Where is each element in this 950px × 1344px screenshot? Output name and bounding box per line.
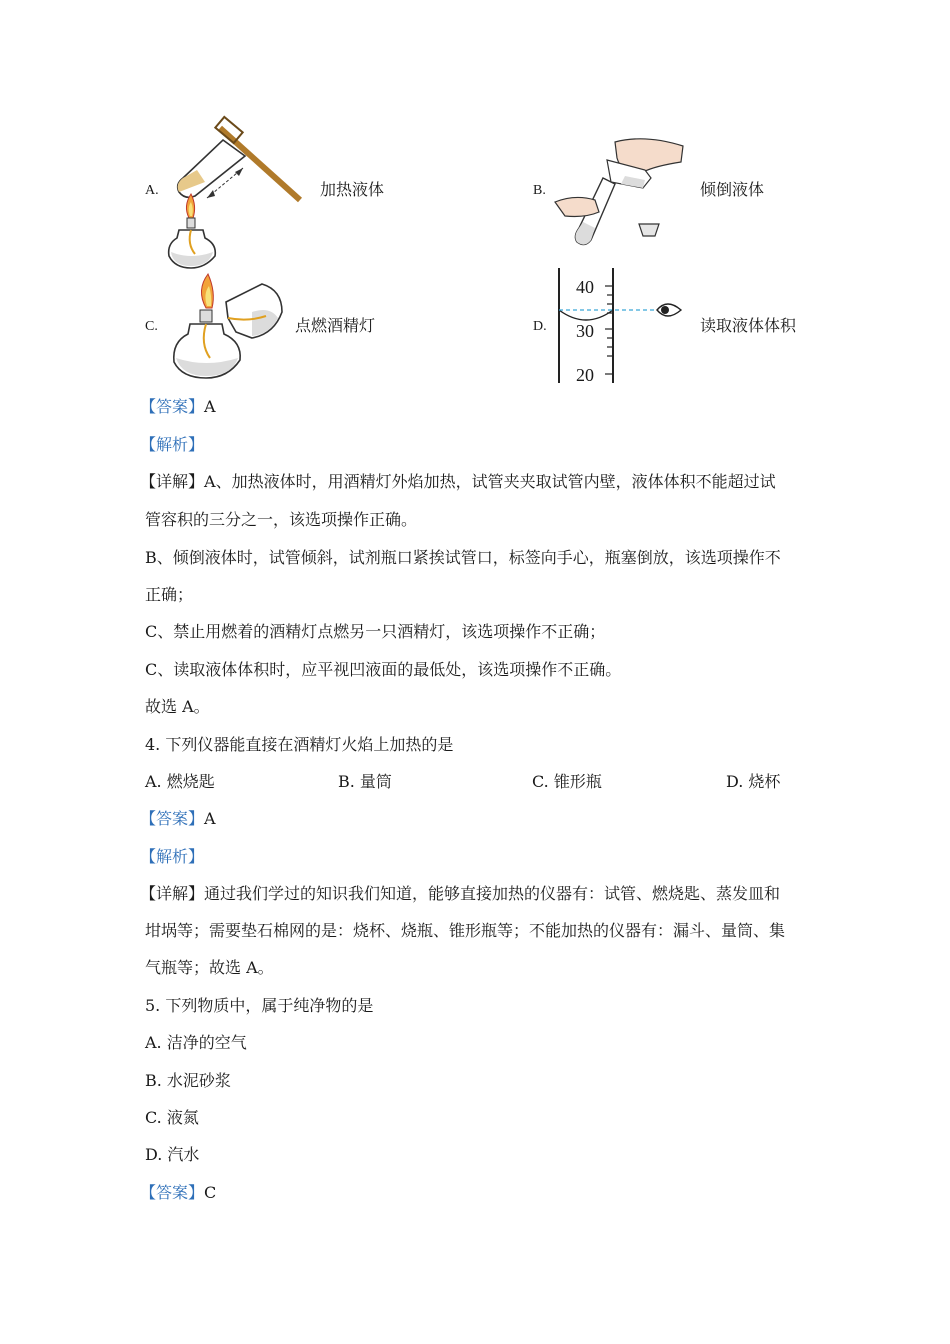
option-b-letter: B. — [533, 183, 546, 198]
q3-detail-line-6: C、读取液体体积时，应平视凹液面的最低处，该选项操作不正确。 — [145, 660, 622, 679]
option-c-caption: 点燃酒精灯 — [295, 316, 376, 335]
cylinder-tick-20: 20 — [576, 365, 594, 385]
cylinder-tick-40: 40 — [576, 277, 594, 297]
option-d-letter: D. — [533, 319, 547, 334]
answer-value: A — [204, 809, 216, 828]
detail-tag: 【详解】 — [140, 472, 205, 491]
q4-option-b: B. 量筒 — [338, 772, 392, 791]
option-b-caption: 倾倒液体 — [700, 180, 765, 199]
option-c-letter: C. — [145, 319, 158, 334]
option-a-caption: 加热液体 — [320, 180, 385, 199]
q4-answer-line — [140, 809, 216, 829]
q5-option-d: D. 汽水 — [145, 1145, 200, 1164]
cylinder-tick-30: 30 — [576, 321, 594, 341]
answer-tag: 【答案】 — [140, 397, 205, 416]
q4-detail-line-1 — [140, 884, 780, 904]
answer-value: A — [204, 397, 216, 416]
q3-analysis-tag: 【解析】 — [140, 435, 205, 454]
q4-option-c: C. 锥形瓶 — [532, 772, 602, 791]
q3-detail-line-2: 管容积的三分之一，该选项操作正确。 — [145, 510, 418, 529]
q3-detail-line-1 — [140, 472, 776, 492]
q5-answer-line — [140, 1183, 216, 1203]
cylinder-diagram — [555, 268, 685, 388]
q4-analysis-tag: 【解析】 — [140, 847, 205, 866]
q3-answer-line — [140, 397, 216, 417]
pouring-liquid-diagram — [555, 132, 690, 247]
lighting-lamp-diagram — [170, 272, 285, 380]
q3-detail-line-3: B、倾倒液体时，试管倾斜，试剂瓶口紧挨试管口，标签向手心，瓶塞倒放，该选项操作不 — [145, 548, 781, 567]
q5-option-b: B. 水泥砂浆 — [145, 1071, 231, 1090]
q3-detail-line-5: C、禁止用燃着的酒精灯点燃另一只酒精灯，该选项操作不正确； — [145, 622, 606, 641]
answer-tag: 【答案】 — [140, 1183, 205, 1202]
q3-detail-line-7: 故选 A。 — [145, 697, 210, 716]
q4-detail-line-3: 气瓶等；故选 A。 — [145, 958, 274, 977]
detail-tag: 【详解】 — [140, 884, 205, 903]
q5-option-c: C. 液氮 — [145, 1108, 199, 1127]
q4-detail-line-2: 坩埚等；需要垫石棉网的是：烧杯、烧瓶、锥形瓶等；不能加热的仪器有：漏斗、量筒、集 — [145, 921, 786, 940]
heating-liquid-diagram — [165, 118, 305, 268]
answer-tag: 【答案】 — [140, 809, 205, 828]
q5-stem: 5. 下列物质中，属于纯净物的是 — [145, 996, 374, 1015]
q4-option-d: D. 烧杯 — [726, 772, 781, 791]
q5-option-a: A. 洁净的空气 — [145, 1033, 247, 1052]
q4-option-a: A. 燃烧匙 — [145, 772, 215, 791]
option-d-caption: 读取液体体积 — [700, 316, 797, 335]
option-a-letter: A. — [145, 183, 159, 198]
detail-text: 通过我们学过的知识我们知道，能够直接加热的仪器有：试管、燃烧匙、蒸发皿和 — [204, 884, 781, 903]
detail-text: A、加热液体时，用酒精灯外焰加热，试管夹夹取试管内壁，液体体积不能超过试 — [204, 472, 776, 491]
answer-value: C — [204, 1183, 217, 1202]
q3-detail-line-4: 正确； — [145, 585, 194, 604]
q4-stem: 4. 下列仪器能直接在酒精灯火焰上加热的是 — [145, 735, 454, 754]
